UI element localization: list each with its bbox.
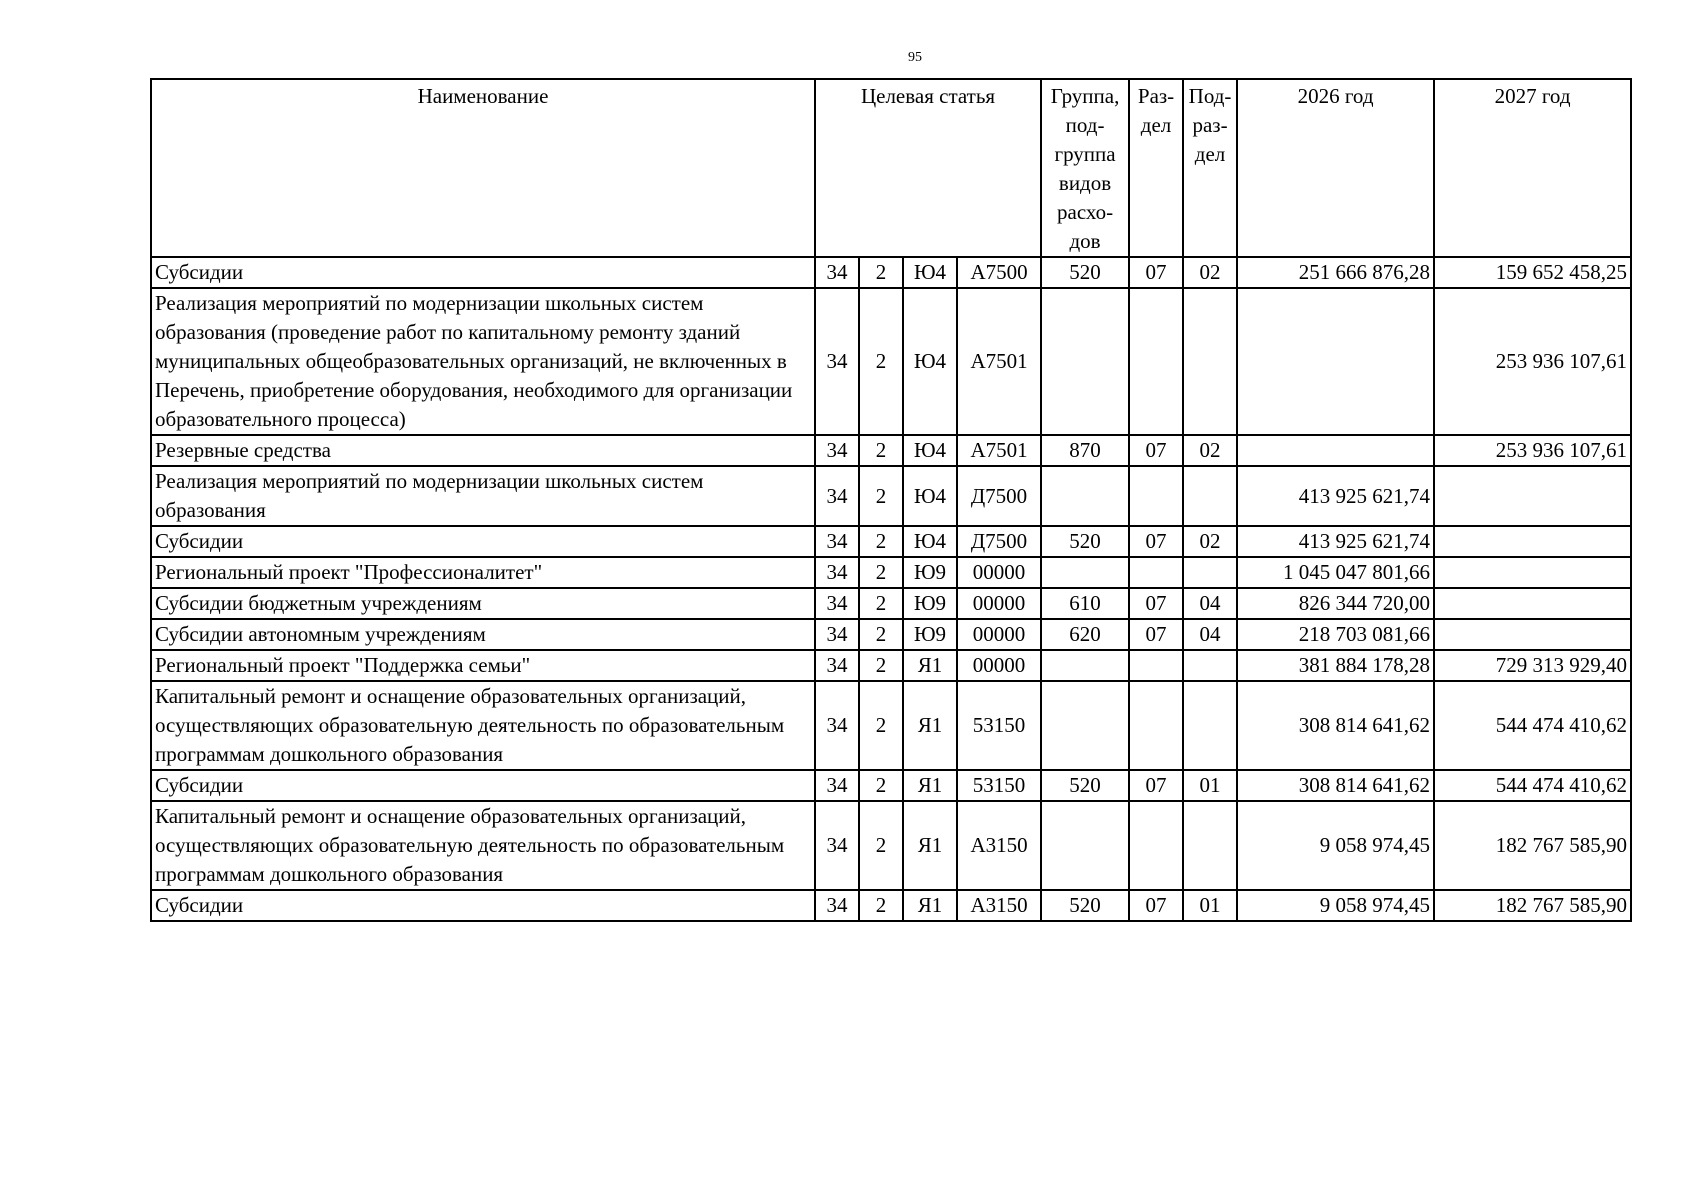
cell-article-project: Я1 [903,650,957,681]
cell-article-program: 34 [815,557,859,588]
cell-section [1129,801,1183,890]
cell-amount-2027 [1434,557,1631,588]
cell-amount-2026: 413 925 621,74 [1237,526,1434,557]
cell-name: Субсидии [151,770,815,801]
cell-amount-2026: 251 666 876,28 [1237,257,1434,288]
cell-article-subprogram: 2 [859,650,903,681]
cell-expense-group [1041,681,1129,770]
cell-expense-group: 620 [1041,619,1129,650]
cell-article-subprogram: 2 [859,257,903,288]
table-row [151,588,1631,619]
cell-name: Региональный проект "Поддержка семьи" [151,650,815,681]
header-name: Наименование [151,79,815,257]
cell-name: Субсидии [151,526,815,557]
cell-article-project: Ю4 [903,466,957,526]
cell-article-project: Ю9 [903,588,957,619]
table-row [151,890,1631,921]
cell-name: Региональный проект "Профессионалитет" [151,557,815,588]
cell-article-project: Я1 [903,770,957,801]
cell-amount-2027: 729 313 929,40 [1434,650,1631,681]
table-row [151,650,1631,681]
cell-article-direction: А7501 [957,435,1041,466]
cell-subsection [1183,650,1237,681]
cell-article-subprogram: 2 [859,801,903,890]
cell-article-program: 34 [815,650,859,681]
budget-table [150,78,1632,922]
header-target-article: Целевая статья [815,79,1041,257]
cell-amount-2027: 544 474 410,62 [1434,681,1631,770]
cell-article-project: Ю4 [903,526,957,557]
cell-article-subprogram: 2 [859,770,903,801]
cell-name: Капитальный ремонт и оснащение образовательных организаций, осуществляющих образовательную деятельность по образовательным программам дошкольного образования [151,681,815,770]
cell-amount-2027 [1434,588,1631,619]
cell-article-direction: 00000 [957,588,1041,619]
cell-article-subprogram: 2 [859,890,903,921]
cell-article-project: Ю9 [903,619,957,650]
cell-section [1129,681,1183,770]
cell-name: Капитальный ремонт и оснащение образовательных организаций, осуществляющих образовательную деятельность по образовательным программам дошкольного образования [151,801,815,890]
cell-subsection [1183,557,1237,588]
cell-amount-2027 [1434,619,1631,650]
cell-amount-2027: 544 474 410,62 [1434,770,1631,801]
cell-amount-2027: 253 936 107,61 [1434,435,1631,466]
cell-amount-2027 [1434,526,1631,557]
cell-amount-2026: 9 058 974,45 [1237,890,1434,921]
cell-article-project: Я1 [903,681,957,770]
cell-amount-2026: 308 814 641,62 [1237,681,1434,770]
cell-section: 07 [1129,890,1183,921]
cell-article-program: 34 [815,681,859,770]
cell-name: Реализация мероприятий по модернизации школьных систем образования [151,466,815,526]
cell-section [1129,650,1183,681]
cell-name: Субсидии [151,890,815,921]
cell-amount-2027: 253 936 107,61 [1434,288,1631,435]
cell-section [1129,288,1183,435]
header-section: Раз- дел [1129,79,1183,257]
header-row [151,79,1631,257]
header-year-2026: 2026 год [1237,79,1434,257]
cell-article-direction: 53150 [957,770,1041,801]
table-row [151,435,1631,466]
cell-subsection: 04 [1183,619,1237,650]
cell-subsection [1183,801,1237,890]
cell-article-direction: Д7500 [957,466,1041,526]
cell-expense-group: 610 [1041,588,1129,619]
cell-article-subprogram: 2 [859,681,903,770]
cell-article-project: Ю4 [903,435,957,466]
cell-article-program: 34 [815,770,859,801]
cell-amount-2027: 182 767 585,90 [1434,801,1631,890]
table-row [151,619,1631,650]
cell-amount-2026: 826 344 720,00 [1237,588,1434,619]
table-row [151,288,1631,435]
cell-article-direction: 00000 [957,619,1041,650]
cell-subsection: 02 [1183,435,1237,466]
page-number: 95 [908,50,922,65]
cell-expense-group: 520 [1041,890,1129,921]
cell-expense-group: 520 [1041,526,1129,557]
cell-name: Субсидии [151,257,815,288]
cell-name: Субсидии бюджетным учреждениям [151,588,815,619]
table-row [151,681,1631,770]
cell-amount-2027: 159 652 458,25 [1434,257,1631,288]
cell-article-subprogram: 2 [859,466,903,526]
cell-article-project: Я1 [903,801,957,890]
cell-article-direction: 00000 [957,650,1041,681]
cell-section: 07 [1129,770,1183,801]
cell-amount-2026 [1237,435,1434,466]
cell-article-direction: Д7500 [957,526,1041,557]
cell-expense-group: 520 [1041,257,1129,288]
cell-subsection: 01 [1183,890,1237,921]
header-year-2027: 2027 год [1434,79,1631,257]
cell-article-program: 34 [815,257,859,288]
cell-subsection [1183,466,1237,526]
table-row [151,801,1631,890]
cell-section [1129,557,1183,588]
cell-amount-2026: 9 058 974,45 [1237,801,1434,890]
table-row [151,770,1631,801]
cell-amount-2026 [1237,288,1434,435]
cell-article-direction: А3150 [957,890,1041,921]
cell-name: Резервные средства [151,435,815,466]
table-row [151,257,1631,288]
cell-expense-group: 520 [1041,770,1129,801]
cell-amount-2026: 308 814 641,62 [1237,770,1434,801]
cell-article-program: 34 [815,526,859,557]
cell-amount-2026: 1 045 047 801,66 [1237,557,1434,588]
cell-expense-group: 870 [1041,435,1129,466]
cell-article-program: 34 [815,466,859,526]
cell-section: 07 [1129,257,1183,288]
cell-name: Реализация мероприятий по модернизации школьных систем образования (проведение работ по капитальному ремонту зданий муниципальных общеобразовательных организаций, не включенных в Перечень, приобретение оборудования, необходимого для организации образовательного процесса) [151,288,815,435]
cell-amount-2026: 413 925 621,74 [1237,466,1434,526]
cell-amount-2027: 182 767 585,90 [1434,890,1631,921]
cell-article-project: Ю4 [903,288,957,435]
header-subsection: Под- раз- дел [1183,79,1237,257]
cell-article-direction: 00000 [957,557,1041,588]
cell-expense-group [1041,557,1129,588]
cell-subsection: 01 [1183,770,1237,801]
cell-article-program: 34 [815,890,859,921]
cell-expense-group [1041,466,1129,526]
table-row [151,526,1631,557]
cell-article-project: Ю4 [903,257,957,288]
table-row [151,466,1631,526]
cell-subsection: 04 [1183,588,1237,619]
table-body [151,257,1631,921]
cell-section: 07 [1129,435,1183,466]
cell-article-subprogram: 2 [859,557,903,588]
cell-article-subprogram: 2 [859,619,903,650]
cell-section: 07 [1129,526,1183,557]
cell-subsection: 02 [1183,257,1237,288]
cell-article-program: 34 [815,588,859,619]
cell-section: 07 [1129,588,1183,619]
cell-subsection [1183,288,1237,435]
cell-amount-2026: 218 703 081,66 [1237,619,1434,650]
cell-article-direction: А7501 [957,288,1041,435]
cell-article-subprogram: 2 [859,526,903,557]
cell-article-program: 34 [815,619,859,650]
cell-article-direction: А7500 [957,257,1041,288]
cell-amount-2026: 381 884 178,28 [1237,650,1434,681]
cell-article-subprogram: 2 [859,435,903,466]
cell-article-project: Я1 [903,890,957,921]
cell-article-project: Ю9 [903,557,957,588]
cell-expense-group [1041,650,1129,681]
cell-subsection [1183,681,1237,770]
header-expense-group: Группа, под- группа видов расхо- дов [1041,79,1129,257]
cell-expense-group [1041,801,1129,890]
cell-article-direction: А3150 [957,801,1041,890]
cell-section: 07 [1129,619,1183,650]
cell-article-direction: 53150 [957,681,1041,770]
cell-name: Субсидии автономным учреждениям [151,619,815,650]
cell-article-program: 34 [815,288,859,435]
cell-article-subprogram: 2 [859,288,903,435]
cell-amount-2027 [1434,466,1631,526]
cell-subsection: 02 [1183,526,1237,557]
cell-article-subprogram: 2 [859,588,903,619]
cell-section [1129,466,1183,526]
cell-expense-group [1041,288,1129,435]
cell-article-program: 34 [815,801,859,890]
table-row [151,557,1631,588]
cell-article-program: 34 [815,435,859,466]
